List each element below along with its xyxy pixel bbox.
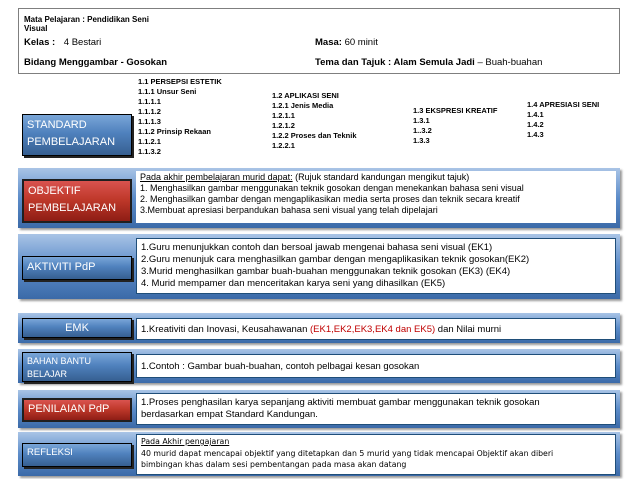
aktiviti-item: 3.Murid menghasilkan gambar buah-buahan menggunakan teknik gosokan (EK3) (EK4) xyxy=(141,266,511,277)
time-info xyxy=(315,37,378,48)
objektif-item: 1. Menghasilkan gambar menggunakan teknik gosokan dengan menekankan bahasa seni visual xyxy=(140,183,524,193)
class-info xyxy=(24,37,101,48)
standard-col-1: 1.1 PERSEPSI ESTETIK 1.1.1 Unsur Seni 1.1.1.1 1.1.1.2 1.1.1.3 1.1.2 Prinsip Rekaan 1.1.2.1 1.1.3.2 xyxy=(138,77,222,156)
theme-value: – Buah-buahan xyxy=(477,57,543,68)
penilaian-line: berdasarkan empat Standard Kandungan. xyxy=(141,409,318,420)
penilaian-label: PENILAIAN PdP xyxy=(22,398,132,422)
aktiviti-item: 2.Guru menunjuk cara menghasilkan gambar dengan mengaplikasikan teknik gosokan(EK2) xyxy=(141,254,530,265)
theme-info xyxy=(315,57,542,68)
objektif-item: 2. Menghasilkan gambar dengan mengaplikasikan media serta proses dan teknik secara kreatif xyxy=(140,194,520,204)
aktiviti-label: AKTIVITI PdP xyxy=(22,256,132,280)
objektif-item: 3.Membuat apresiasi berpandukan bahasa seni visual yang telah dipelajari xyxy=(140,205,438,215)
standard-label: STANDARD PEMBELAJARAN xyxy=(22,114,132,156)
refleksi-title: Pada Akhir pengajaran xyxy=(141,437,230,446)
emk-label: EMK xyxy=(22,318,132,338)
standard-col-3: 1.3 EKSPRESI KREATIF 1.3.1 1..3.2 1.3.3 xyxy=(413,106,498,145)
objektif-intro: Pada akhir pembelajaran murid dapat: (Rujuk standard kandungan mengikut tajuk) xyxy=(140,172,470,182)
objektif-label: OBJEKTIF PEMBELAJARAN xyxy=(22,179,132,223)
bahan-content: 1.Contoh : Gambar buah-buahan, contoh pelbagai kesan gosokan xyxy=(136,354,616,378)
penilaian-line: 1.Proses penghasilan karya sepanjang aktiviti membuat gambar menggunakan teknik gosokan xyxy=(141,397,540,408)
refleksi-line: bimbingan khas dalam sesi pembentangan pada masa akan datang xyxy=(141,460,407,469)
standard-col-2: 1.2 APLIKASI SENI 1.2.1 Jenis Media 1.2.1.1 1.2.1.2 1.2.2 Proses dan Teknik 1.2.2.1 xyxy=(272,91,357,150)
penilaian-content xyxy=(136,393,616,425)
theme-label: Tema dan Tajuk : Alam Semula Jadi xyxy=(315,57,475,68)
aktiviti-item: 4. Murid mempamer dan menceritakan karya seni yang dihasilkan (EK5) xyxy=(141,278,446,289)
field-info: Bidang Menggambar - Gosokan xyxy=(24,57,168,68)
bahan-label: BAHAN BANTU BELAJAR xyxy=(22,352,132,382)
subject-title: Mata Pelajaran : Pendidikan Seni Visual xyxy=(24,15,149,33)
standard-col-4: 1.4 APRESIASI SENI 1.4.1 1.4.2 1.4.3 xyxy=(527,100,600,139)
objektif-content xyxy=(136,171,616,223)
refleksi-content xyxy=(136,434,616,475)
aktiviti-content xyxy=(136,238,616,294)
lesson-header xyxy=(18,8,620,74)
refleksi-line: 40 murid dapat mencapai objektif yang ditetapkan dan 5 murid yang tidak mencapai Objektif akan diberi xyxy=(141,448,554,458)
class-label: Kelas : xyxy=(24,37,56,48)
time-value: 60 minit xyxy=(344,37,378,48)
class-value: 4 Bestari xyxy=(63,37,102,48)
aktiviti-item: 1.Guru menunjukkan contoh dan bersoal jawab mengenai bahasa seni visual (EK1) xyxy=(141,242,493,253)
time-label: Masa: xyxy=(315,37,342,48)
refleksi-label: REFLEKSI xyxy=(22,443,132,467)
emk-content: 1.Kreativiti dan Inovasi, Keusahawanan (EK1,EK2,EK3,EK4 dan EK5) dan Nilai murni xyxy=(136,318,616,340)
